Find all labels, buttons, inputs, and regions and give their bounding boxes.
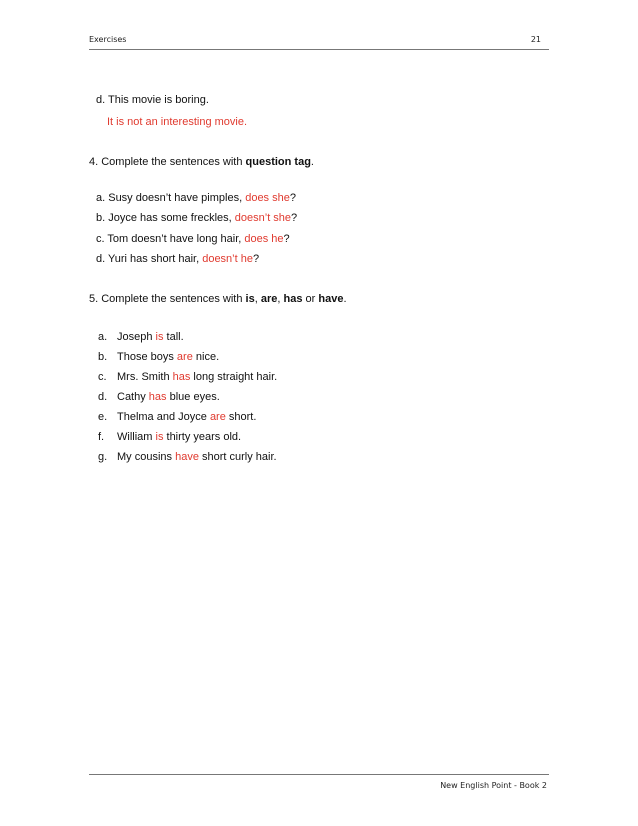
- item-letter: b.: [98, 351, 108, 363]
- answer-text: are: [176, 351, 193, 363]
- q5-item: f. William is thirty years old.: [98, 431, 242, 443]
- answer-text: doesn’t he: [202, 253, 253, 265]
- section-title: Exercises: [89, 35, 127, 44]
- keyword: have: [318, 293, 344, 305]
- answer-text: has: [172, 371, 191, 383]
- keyword: question tag: [245, 156, 311, 168]
- answer-text: are: [209, 411, 226, 423]
- q4-item: d. Yuri has short hair, doesn’t he?: [96, 253, 260, 265]
- q5-item: e. Thelma and Joyce are short.: [98, 411, 257, 423]
- page-number: 21: [530, 35, 541, 44]
- answer-text: It is not an interesting movie.: [107, 116, 248, 128]
- q5-item: b. Those boys are nice.: [98, 351, 220, 363]
- answer-text: doesn’t she: [234, 212, 292, 224]
- keyword: has: [283, 293, 303, 305]
- item-letter: d.: [98, 391, 108, 403]
- exercise-label: d. This movie is boring.: [96, 94, 209, 106]
- answer-text: have: [175, 451, 199, 463]
- answer-text: is: [155, 431, 164, 443]
- q4-item: c. Tom doesn’t have long hair, does he?: [96, 233, 290, 245]
- answer-text: does he: [244, 233, 284, 245]
- item-letter: g.: [98, 451, 108, 463]
- book-title: New English Point - Book 2: [440, 781, 547, 790]
- page-footer: [89, 774, 549, 795]
- q5-item: a. Joseph is tall.: [98, 331, 184, 343]
- item-letter: e.: [98, 411, 108, 423]
- item-letter: a.: [98, 331, 108, 343]
- page-header: [89, 35, 549, 50]
- keyword: is: [245, 293, 255, 305]
- answer-text: has: [148, 391, 167, 403]
- answer-text: does she: [245, 192, 290, 204]
- q4-item: a. Susy doesn’t have pimples, does she?: [96, 192, 296, 204]
- q5-item: c. Mrs. Smith has long straight hair.: [98, 371, 278, 383]
- keyword: are: [260, 293, 278, 305]
- item-letter: c.: [98, 371, 107, 383]
- question-4-title: 4. Complete the sentences with question tag.: [89, 156, 314, 168]
- answer-text: is: [155, 331, 164, 343]
- exercise-answer-d: [107, 115, 247, 129]
- exercise-item-d: [96, 93, 209, 107]
- item-letter: f.: [98, 431, 105, 443]
- q4-item: b. Joyce has some freckles, doesn’t she?: [96, 212, 298, 224]
- q5-item: g. My cousins have short curly hair.: [98, 451, 277, 463]
- q5-item: d. Cathy has blue eyes.: [98, 391, 220, 403]
- question-5-title: 5. Complete the sentences with is, are, has or have.: [89, 293, 347, 305]
